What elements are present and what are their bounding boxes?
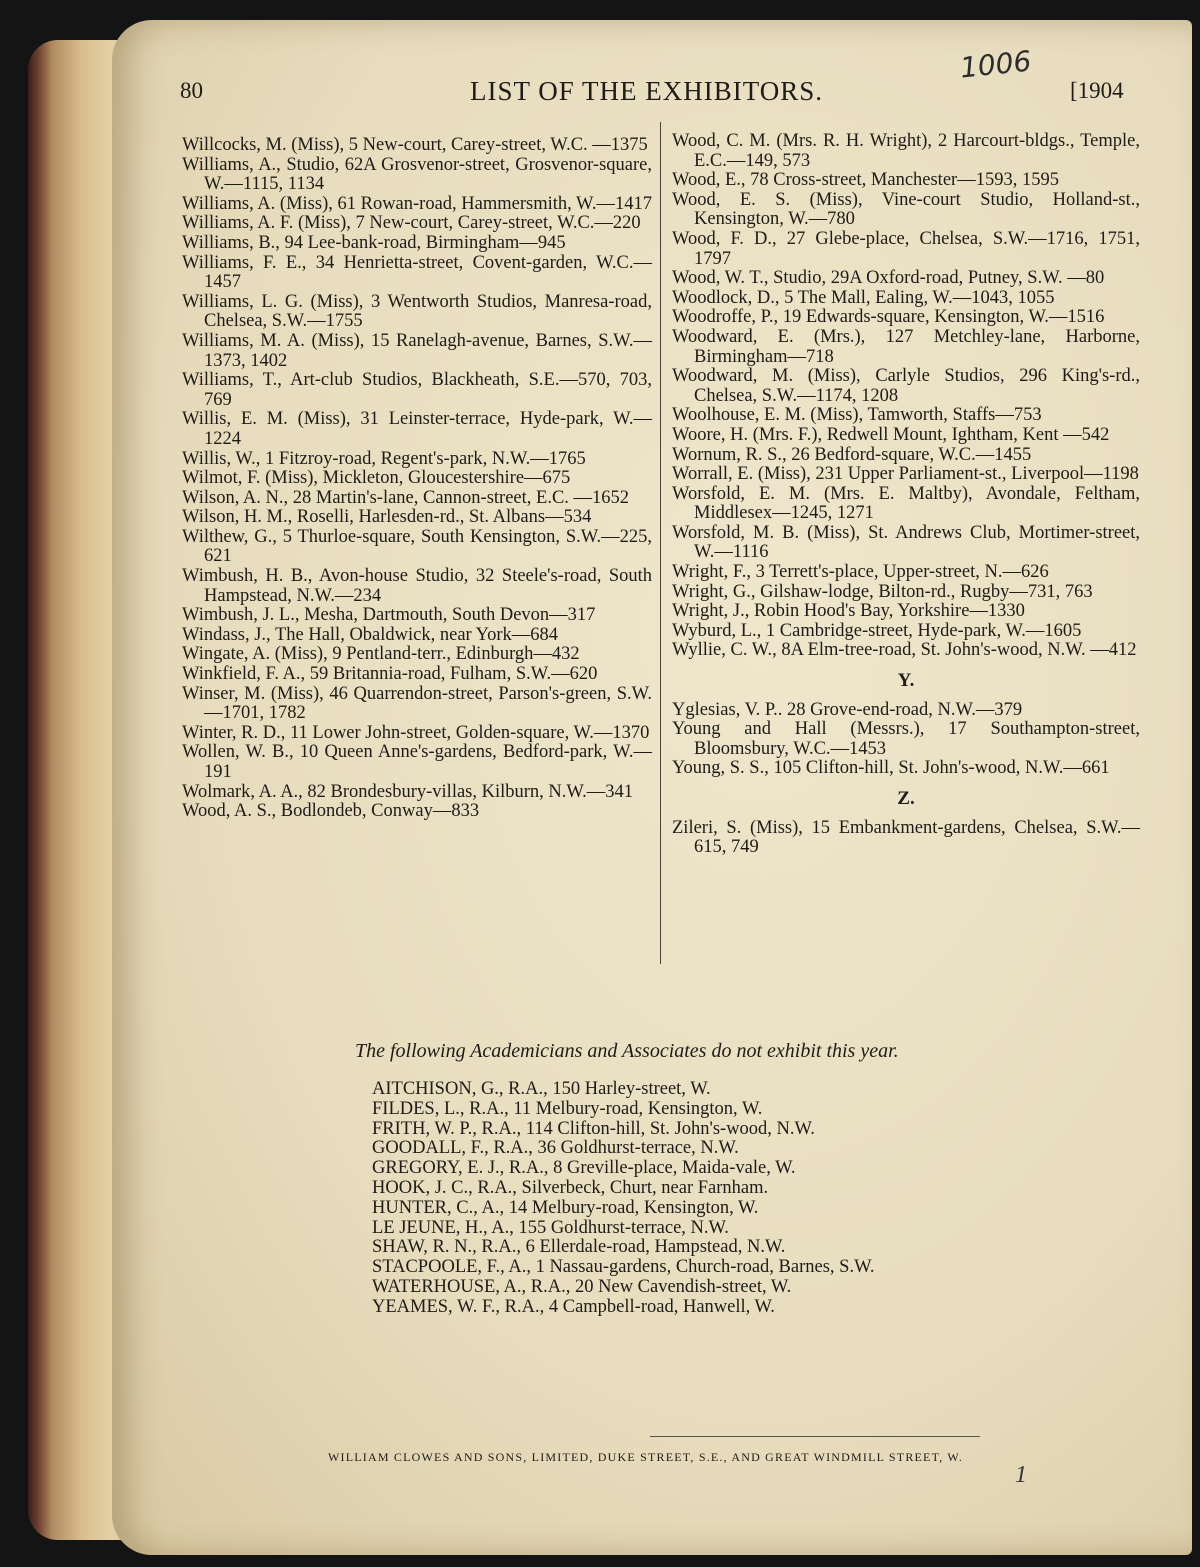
left-column xyxy=(182,136,652,822)
exhibitor-entry: Wornum, R. S., 26 Bedford-square, W.C.—1455 xyxy=(672,444,1032,465)
exhibitor-entry: Wood, E. S. (Miss), Vine-court Studio, Holland-st., Kensington, W.—780 xyxy=(672,189,1140,230)
exhibitor-entry: Willis, W., 1 Fitzroy-road, Regent's-park, N.W.—1765 xyxy=(182,448,586,469)
exhibitor-entry: Willcocks, M. (Miss), 5 New-court, Carey-street, W.C. —1375 xyxy=(182,135,648,155)
exhibitor-entry: Worrall, E. (Miss), 231 Upper Parliament-st., Liverpool—1198 xyxy=(672,464,1139,485)
exhibitor-entry: Wolmark, A. A., 82 Brondesbury-villas, Kilburn, N.W.—341 xyxy=(182,781,634,802)
exhibitor-entry: Williams, B., 94 Lee-bank-road, Birmingham—945 xyxy=(182,232,566,253)
page-number: 80 xyxy=(180,78,203,103)
exhibitor-entry: Williams, T., Art-club Studios, Blackheath, S.E.—570, 703, 769 xyxy=(182,370,652,410)
footer-rule xyxy=(650,1436,980,1437)
exhibitor-entry: Worsfold, M. B. (Miss), St. Andrews Club, Mortimer-street, W.—1116 xyxy=(672,522,1140,563)
exhibitor-entry: Wright, F., 3 Terrett's-place, Upper-street, N.—626 xyxy=(672,562,1049,583)
page-title: LIST OF THE EXHIBITORS. xyxy=(470,76,824,106)
exhibitor-entry: Williams, M. A. (Miss), 15 Ranelagh-avenue, Barnes, S.W.—1373, 1402 xyxy=(182,330,652,371)
exhibitor-entry: Woore, H. (Mrs. F.), Redwell Mount, Ightham, Kent —542 xyxy=(672,424,1110,445)
exhibitor-entry: Woodlock, D., 5 The Mall, Ealing, W.—1043, 1055 xyxy=(672,287,1055,308)
exhibitor-entry: Winter, R. D., 11 Lower John-street, Golden-square, W.—1370 xyxy=(182,722,650,743)
exhibitor-entry: Worsfold, E. M. (Mrs. E. Maltby), Avondale, Feltham, Middlesex—1245, 1271 xyxy=(672,483,1140,524)
exhibitor-entry: Williams, A. F. (Miss), 7 New-court, Carey-street, W.C.—220 xyxy=(182,213,641,234)
exhibitor-entry: Wood, C. M. (Mrs. R. H. Wright), 2 Harcourt-bldgs., Temple, E.C.—149, 573 xyxy=(672,131,1140,171)
exhibitor-entry: Yglesias, V. P.. 28 Grove-end-road, N.W.—379 xyxy=(672,699,1023,720)
page-year: [1904 xyxy=(1070,78,1124,103)
right-column xyxy=(672,132,1140,858)
exhibitor-entry: Wimbush, H. B., Avon-house Studio, 32 Steele's-road, South Hampstead, N.W.—234 xyxy=(182,566,652,606)
exhibitor-entry: Windass, J., The Hall, Obaldwick, near York—684 xyxy=(182,624,559,645)
exhibitor-entry: Woodward, E. (Mrs.), 127 Metchley-lane, Harborne, Birmingham—718 xyxy=(672,326,1140,367)
exhibitor-entry: Wimbush, J. L., Mesha, Dartmouth, South Devon—317 xyxy=(182,605,596,626)
section-heading-y: Y. xyxy=(897,670,915,692)
academician-entry: YEAMES, W. F., R.A., 4 Campbell-road, Hanwell, W. xyxy=(372,1296,775,1317)
exhibitor-entry: Wyllie, C. W., 8A Elm-tree-road, St. John's-wood, N.W. —412 xyxy=(672,640,1137,661)
exhibitor-entry: Williams, A., Studio, 62A Grosvenor-street, Grosvenor-square, W.—1115, 1134 xyxy=(182,154,652,195)
academicians-note: The following Academicians and Associates do not exhibit this year. xyxy=(355,1040,899,1062)
academician-entry: HUNTER, C., A., 14 Melbury-road, Kensington, W. xyxy=(372,1197,759,1218)
academician-entry: FRITH, W. P., R.A., 114 Clifton-hill, St. John's-wood, N.W. xyxy=(372,1118,815,1139)
exhibitor-entry: Wilthew, G., 5 Thurloe-square, South Kensington, S.W.—225, 621 xyxy=(182,526,652,567)
academician-entry: AITCHISON, G., R.A., 150 Harley-street, W. xyxy=(372,1079,711,1099)
exhibitor-entry: Wollen, W. B., 10 Queen Anne's-gardens, Bedford-park, W.—191 xyxy=(182,742,652,782)
exhibitor-entry: Wingate, A. (Miss), 9 Pentland-terr., Edinburgh—432 xyxy=(182,644,580,665)
column-divider xyxy=(660,122,661,964)
exhibitor-entry: Wright, G., Gilshaw-lodge, Bilton-rd., Rugby—731, 763 xyxy=(672,581,1093,602)
exhibitor-entry: Young and Hall (Messrs.), 17 Southampton-street, Bloomsbury, W.C.—1453 xyxy=(672,719,1140,759)
exhibitor-entry: Wood, A. S., Bodlondeb, Conway—833 xyxy=(182,801,480,822)
printer-footer: WILLIAM CLOWES AND SONS, LIMITED, DUKE STREET, S.E., AND GREAT WINDMILL STREET, W. xyxy=(328,1450,964,1464)
academician-entry: LE JEUNE, H., A., 155 Goldhurst-terrace, N.W. xyxy=(372,1217,729,1238)
exhibitor-entry: Zileri, S. (Miss), 15 Embankment-gardens, Chelsea, S.W.—615, 749 xyxy=(672,817,1140,858)
exhibitor-entry: Wilson, H. M., Roselli, Harlesden-rd., St. Albans—534 xyxy=(182,507,592,528)
exhibitor-entry: Winkfield, F. A., 59 Britannia-road, Fulham, S.W.—620 xyxy=(182,664,598,685)
exhibitor-entry: Wyburd, L., 1 Cambridge-street, Hyde-park, W.—1605 xyxy=(672,620,1082,641)
exhibitor-entry: Willis, E. M. (Miss), 31 Leinster-terrace, Hyde-park, W.—1224 xyxy=(182,409,652,449)
exhibitor-entry: Wilmot, F. (Miss), Mickleton, Gloucestershire—675 xyxy=(182,468,571,489)
academician-entry: GREGORY, E. J., R.A., 8 Greville-place, Maida-vale, W. xyxy=(372,1158,796,1179)
academician-entry: STACPOOLE, F., A., 1 Nassau-gardens, Church-road, Barnes, S.W. xyxy=(372,1257,875,1278)
exhibitor-entry: Woolhouse, E. M. (Miss), Tamworth, Staffs—753 xyxy=(672,405,1042,426)
exhibitor-entry: Wood, W. T., Studio, 29A Oxford-road, Putney, S.W. —80 xyxy=(672,268,1105,289)
exhibitor-entry: Williams, F. E., 34 Henrietta-street, Covent-garden, W.C.—1457 xyxy=(182,252,652,293)
academician-entry: WATERHOUSE, A., R.A., 20 New Cavendish-street, W. xyxy=(372,1276,792,1297)
page-header xyxy=(180,76,1130,116)
academicians-list xyxy=(372,1080,874,1318)
handwritten-annotation: 1006 xyxy=(958,44,1033,85)
exhibitor-entry: Wilson, A. N., 28 Martin's-lane, Cannon-street, E.C. —1652 xyxy=(182,487,630,508)
section-heading-z: Z. xyxy=(897,788,915,809)
exhibitor-entry: Wood, F. D., 27 Glebe-place, Chelsea, S.W.—1716, 1751, 1797 xyxy=(672,228,1140,269)
academician-entry: GOODALL, F., R.A., 36 Goldhurst-terrace, N.W. xyxy=(372,1138,739,1159)
exhibitor-entry: Woodward, M. (Miss), Carlyle Studios, 296 King's-rd., Chelsea, S.W.—1174, 1208 xyxy=(672,366,1140,406)
academician-entry: SHAW, R. N., R.A., 6 Ellerdale-road, Hampstead, N.W. xyxy=(372,1237,786,1258)
exhibitor-entry: Williams, L. G. (Miss), 3 Wentworth Studios, Manresa-road, Chelsea, S.W.—1755 xyxy=(182,291,652,332)
academician-entry: HOOK, J. C., R.A., Silverbeck, Churt, near Farnham. xyxy=(372,1177,769,1198)
exhibitor-entry: Woodroffe, P., 19 Edwards-square, Kensington, W.—1516 xyxy=(672,307,1105,328)
exhibitor-entry: Young, S. S., 105 Clifton-hill, St. John's-wood, N.W.—661 xyxy=(672,758,1110,779)
exhibitor-entry: Wright, J., Robin Hood's Bay, Yorkshire—1330 xyxy=(672,601,1025,622)
academician-entry: FILDES, L., R.A., 11 Melbury-road, Kensington, W. xyxy=(372,1098,763,1119)
exhibitor-entry: Williams, A. (Miss), 61 Rowan-road, Hammersmith, W.—1417 xyxy=(182,193,652,214)
exhibitor-entry: Wood, E., 78 Cross-street, Manchester—1593, 1595 xyxy=(672,170,1059,191)
corner-mark: 1 xyxy=(1015,1462,1027,1488)
exhibitor-entry: Winser, M. (Miss), 46 Quarrendon-street, Parson's-green, S.W.—1701, 1782 xyxy=(182,683,652,724)
